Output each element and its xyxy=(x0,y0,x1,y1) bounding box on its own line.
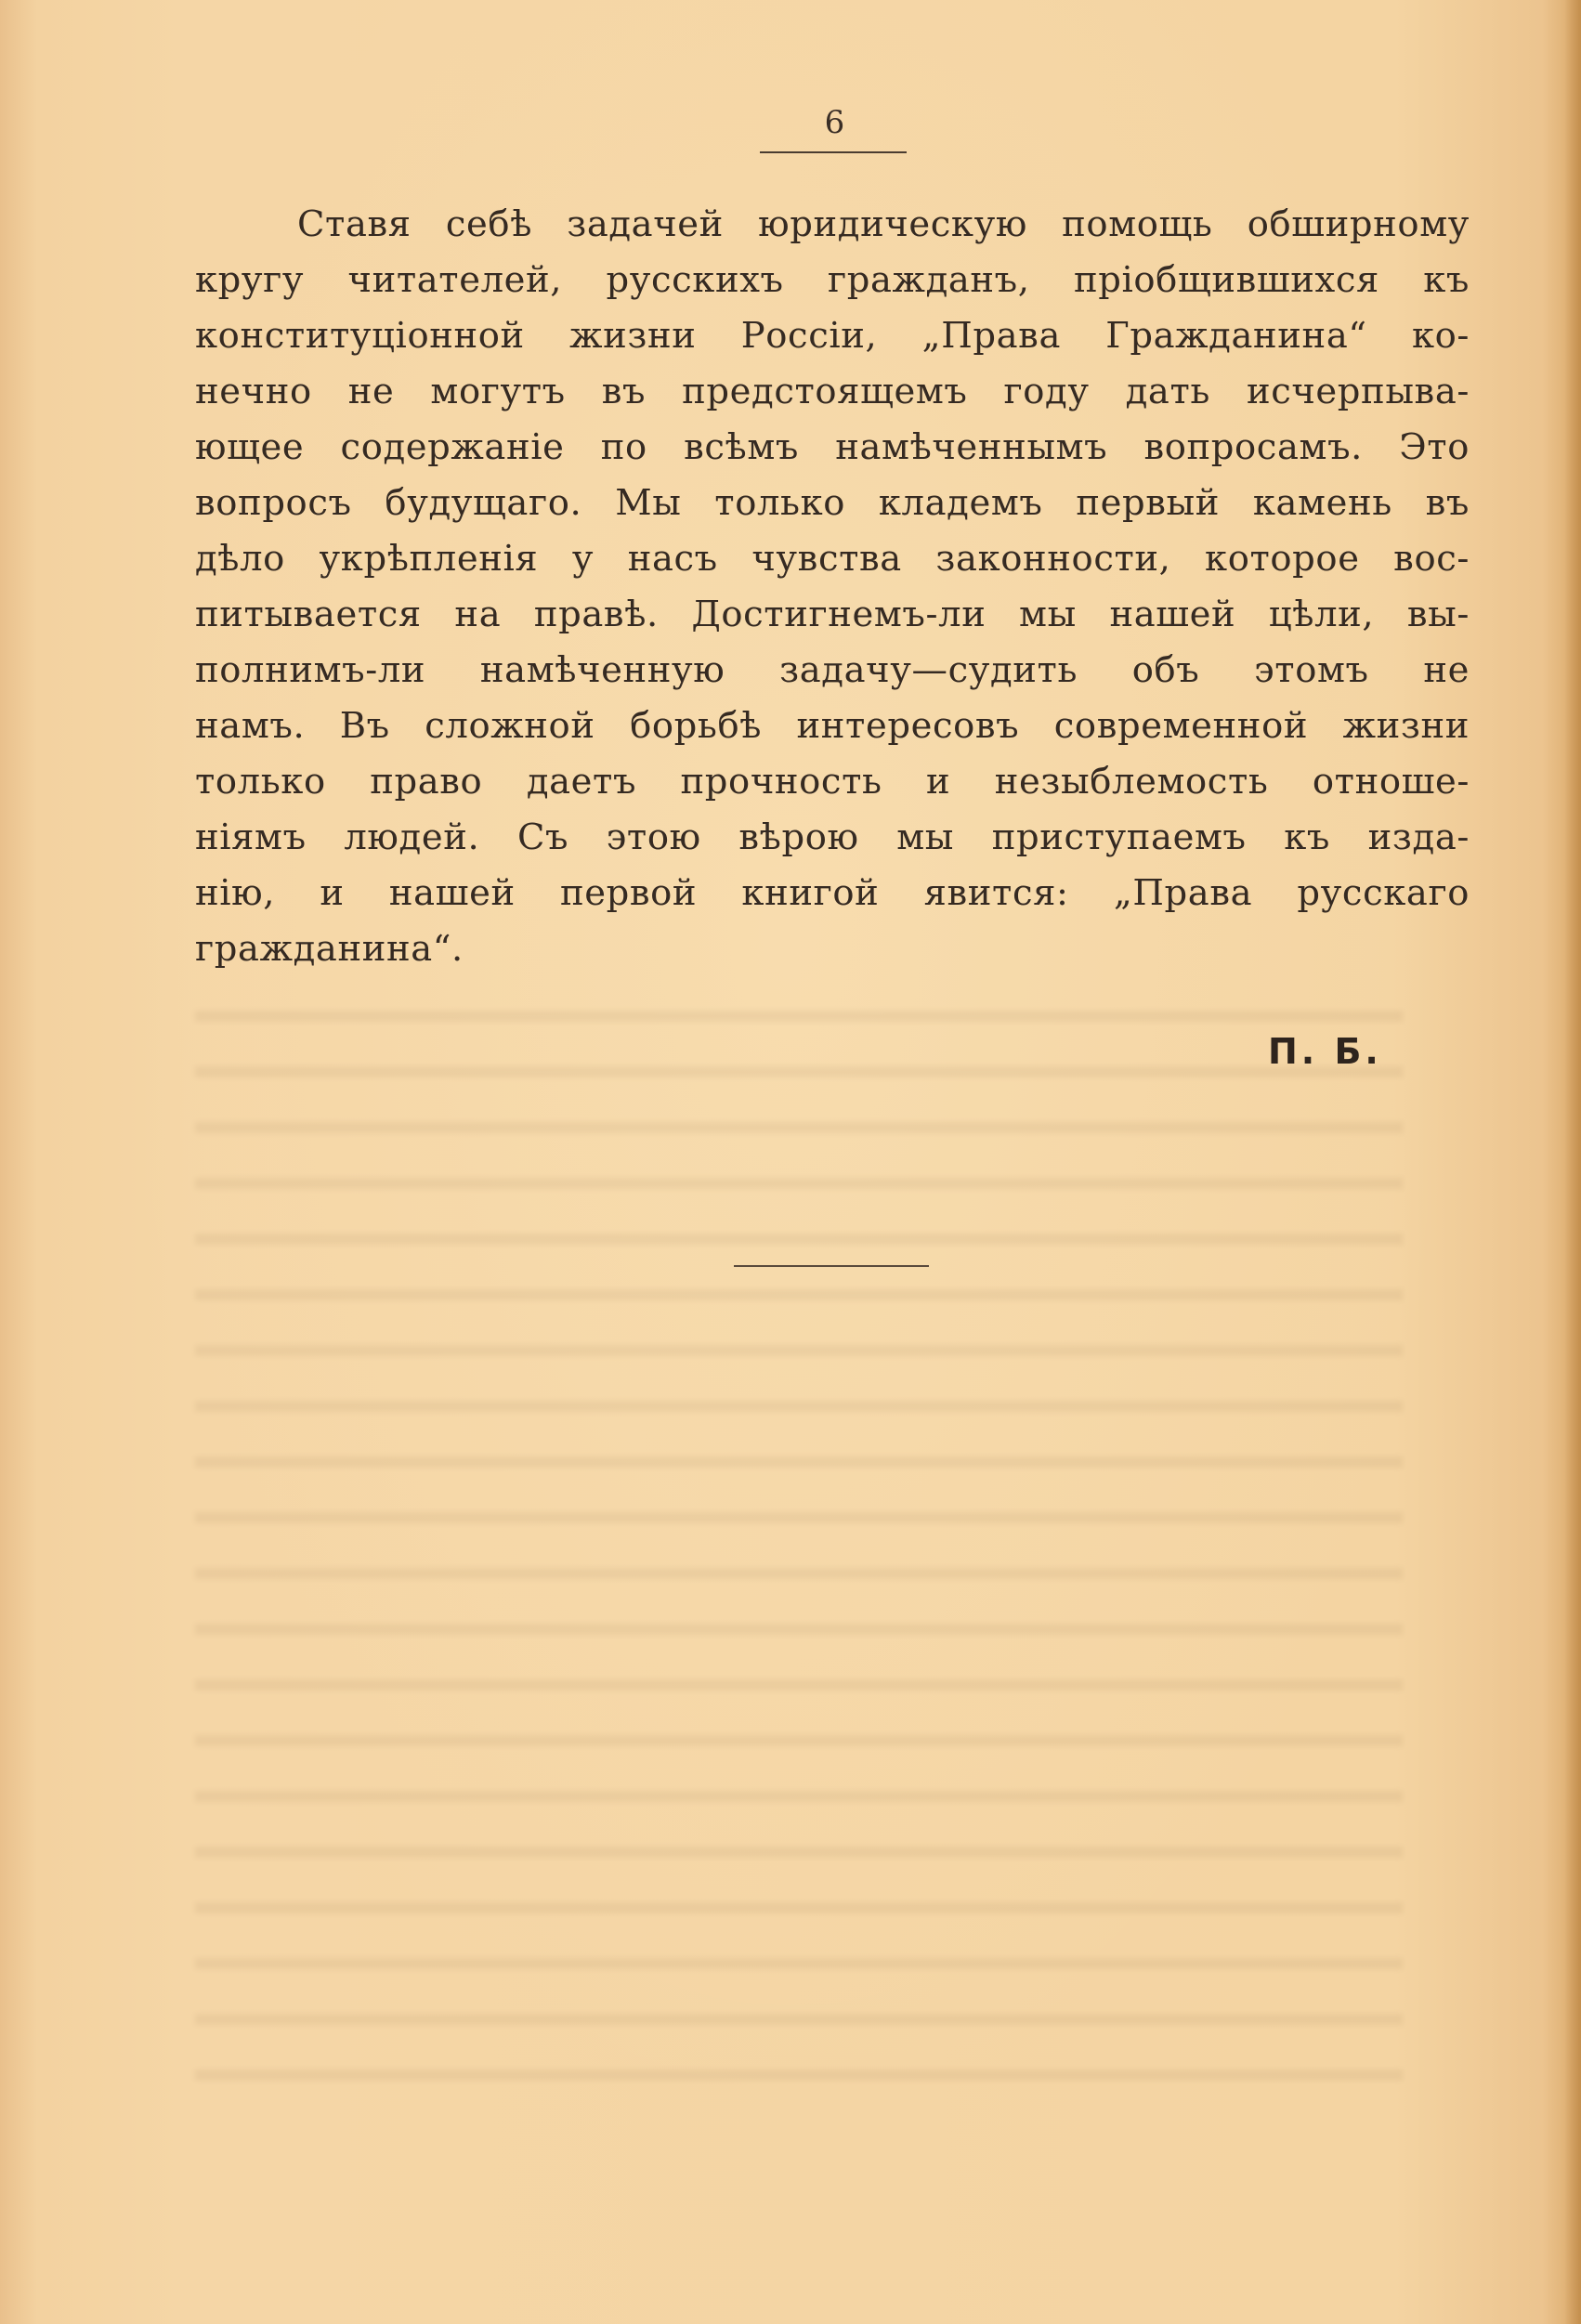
text-line: конституціонной жизни Россіи, „Права Гражданина“ ко- xyxy=(195,315,1470,357)
text-line: нечно не могутъ въ предстоящемъ году дать исчерпыва- xyxy=(195,371,1470,412)
text-line: кругу читателей, русскихъ гражданъ, пріобщившихся къ xyxy=(195,259,1470,301)
page-number-text: 6 xyxy=(824,104,845,141)
text-line: дѣло укрѣпленія у насъ чувства законности, которое вос- xyxy=(195,538,1470,580)
closing-rule xyxy=(734,1265,929,1267)
text-line: только право даетъ прочность и незыблемость отноше- xyxy=(195,761,1470,803)
bleed-through-shadow xyxy=(195,975,1403,2090)
author-signature: П. Б. xyxy=(1268,1031,1382,1072)
text-line: ющее содержаніе по всѣмъ намѣченнымъ вопросамъ. Это xyxy=(195,426,1470,468)
text-line: полнимъ-ли намѣченную задачу—судить объ этомъ не xyxy=(195,649,1470,691)
top-rule xyxy=(760,151,907,153)
text-line: нію, и нашей первой книгой явится: „Права русскаго xyxy=(195,872,1470,914)
text-line: вопросъ будущаго. Мы только кладемъ первый камень въ xyxy=(195,482,1470,524)
body-paragraph xyxy=(195,197,1470,977)
text-line: намъ. Въ сложной борьбѣ интересовъ современной жизни xyxy=(195,705,1470,747)
text-line: ніямъ людей. Съ этою вѣрою мы приступаемъ къ изда- xyxy=(195,816,1470,858)
text-line: Ставя себѣ задачей юридическую помощь обширному xyxy=(297,203,1470,245)
page-number xyxy=(0,104,1581,141)
text-line: питывается на правѣ. Достигнемъ-ли мы нашей цѣли, вы- xyxy=(195,594,1470,635)
page-edge-shadow xyxy=(1564,0,1581,2324)
text-line: гражданина“. xyxy=(195,928,464,970)
